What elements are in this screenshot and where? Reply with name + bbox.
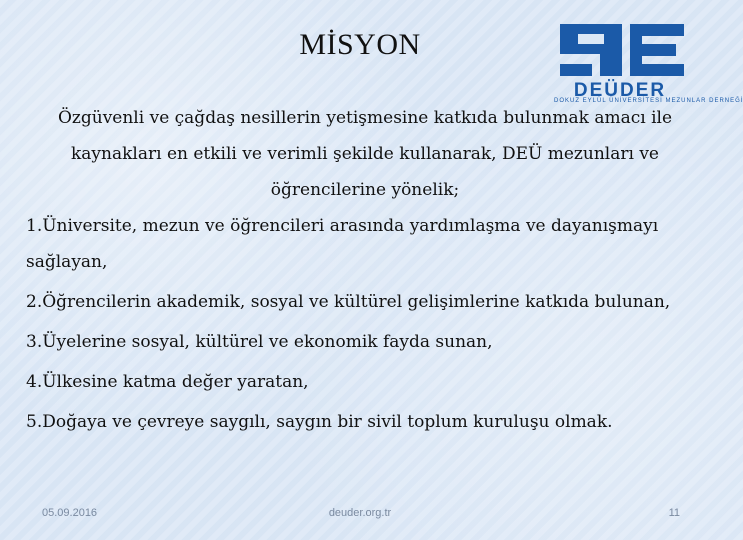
logo-name: DEÜDER [573, 80, 667, 101]
list-item: 1.Üniversite, mezun ve öğrencileri arasında yardımlaşma ve dayanışmayı sağlayan, [26, 216, 659, 272]
footer-date: 05.09.2016 [42, 507, 98, 519]
list-item: 5.Doğaya ve çevreye saygılı, saygın bir sivil toplum kuruluşu olmak. [26, 412, 613, 432]
logo-nine-e-mark [552, 18, 688, 82]
intro-paragraph: Özgüvenli ve çağdaş nesillerin yetişmesine katkıda bulunmak amacı ile kaynakları en etkili ve verimli şekilde kullanarak, DEÜ mezunları ve öğrencilerine yönelik; [57, 108, 673, 200]
footer-site: deuder.org.tr [328, 507, 392, 519]
deuder-logo [552, 18, 743, 104]
slide-title: MİSYON [299, 28, 421, 61]
list-item: 3.Üyelerine sosyal, kültürel ve ekonomik fayda sunan, [26, 332, 493, 352]
logo-subtitle: DOKUZ EYLÜL ÜNİVERSİTESİ MEZUNLAR DERNEĞİ [554, 98, 743, 104]
mission-list [26, 208, 696, 444]
list-item: 4.Ülkesine katma değer yaratan, [26, 372, 309, 392]
footer-page-number: 11 [668, 507, 680, 519]
list-item: 2.Öğrencilerin akademik, sosyal ve kültürel gelişimlerine katkıda bulunan, [26, 292, 671, 312]
